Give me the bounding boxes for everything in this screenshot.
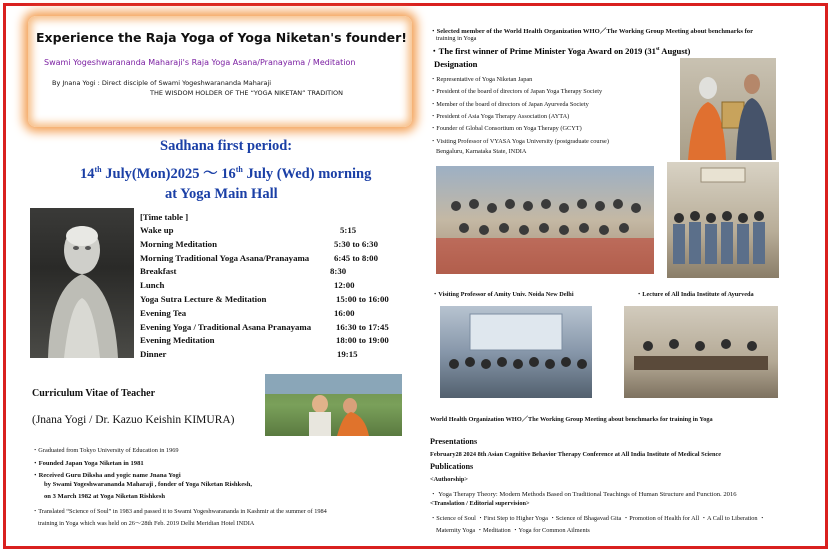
translation-heading: <Translation / Editorial supervision> [430, 500, 530, 507]
timetable-time: 16:00 [334, 307, 355, 318]
sadhana-dates: 14th July(Mon)2025 ～ 16th July (Wed) morning [80, 165, 372, 182]
timetable-activity: Lunch [140, 280, 165, 291]
designation-item: Bengaluru, Karnataka State, INDIA [436, 147, 527, 155]
timetable-time: 18:00 to 19:00 [336, 335, 389, 346]
timetable-activity: Wake up [140, 225, 174, 235]
ayurveda-group-photo [667, 162, 779, 278]
sadhana-venue: at Yoga Main Hall [165, 186, 278, 202]
timetable-activity: Evening Meditation [140, 335, 215, 346]
swami-portrait-photo [30, 208, 134, 358]
cv-item: training in Yoga which was held on 26～28th Feb. 2019 Delhi Meridian Hotel INDIA [38, 520, 255, 527]
award-line: ・The first winner of Prime Minister Yoga Award on 2019 (31st August) [430, 46, 691, 56]
caption-amity: ・Visiting Professor of Amity Univ. Noida New Delhi [432, 291, 574, 298]
cv-item: ・Founded Japan Yoga Niketan in 1981 [32, 460, 144, 467]
translation-items: ・Science of Soul ・First Step to Higher Yoga ・Science of Bhagavad Gita ・Promotion of Health for All ・A Call to Liberation ・ [430, 515, 766, 522]
designation-item: ・Founder of Global Consortium on Yoga Therapy (GCYT) [430, 125, 582, 133]
cv-name: (Jnana Yogi / Dr. Kazuo Keishin KIMURA) [32, 414, 235, 426]
timetable-time: 12:00 [334, 280, 355, 291]
designation-item: ・Representative of Yoga Niketan Japan [430, 76, 533, 83]
timetable-time: 6:45 to 8:00 [334, 252, 378, 263]
cv-title: Curriculum Vitae of Teacher [32, 388, 156, 399]
cv-item: by Swami Yogeshwarananda Maharaji , fonder of Yoga Niketan Rishkesh, [44, 481, 253, 488]
timetable-activity: Dinner [140, 349, 167, 360]
timetable-header: [Time table ] [140, 212, 189, 222]
designation-item: ・President of Asia Yoga Therapy Association (AYTA) [430, 112, 570, 120]
timetable-time: 5:30 to 6:30 [334, 238, 378, 249]
presentation-item: February28 2024 8th Asian Cognitive Behavior Therapy Conference at All India Institute of Medical Science [430, 451, 722, 458]
cv-item: on 3 March 1982 at Yoga Niketan Rishkesh [44, 493, 166, 500]
timetable-time: 5:15 [340, 225, 357, 235]
who-meeting-photo-1 [440, 306, 592, 398]
banner-subtitle: Swami Yogeshwarananda Maharaji's Raja Yoga Asana/Pranayama / Meditation [44, 58, 356, 67]
authorship-item: ・ Yoga Therapy Theory: Modern Methods Based on Traditional Teachings of Human Structure and Function. 2016 [430, 491, 737, 498]
cv-item: ・Received Guru Diksha and yogic name Jnana Yogi [32, 472, 181, 479]
publications-title: Publications [430, 462, 474, 471]
translation-items-2: Maternity Yoga ・Meditation ・Yoga for Common Ailments [436, 527, 590, 534]
timetable-activity: Evening Yoga / Traditional Asana Pranayama [140, 321, 312, 332]
timetable-activity: Morning Meditation [140, 238, 217, 249]
banner-byline-2: THE WISDOM HOLDER OF THE “YOGA NIKETAN” TRADITION [150, 89, 344, 97]
who-member-line: ・Selected member of the World Health Organization WHO／The Working Group Meeting about benchmarks for [430, 28, 754, 35]
designation-item: ・Member of the board of directors of Japan Ayurveda Society [430, 100, 589, 108]
caption-who-meeting: World Health Organization WHO／The Working Group Meeting about benchmarks for training in Yoga [430, 416, 713, 423]
cv-item: ・Graduated from Tokyo University of Education in 1969 [32, 447, 179, 454]
timetable-time: 16:30 to 17:45 [336, 321, 389, 332]
amity-group-photo [436, 166, 654, 274]
timetable-activity: Yoga Sutra Lecture & Meditation [140, 294, 267, 304]
sadhana-heading: Sadhana first period: [160, 138, 293, 154]
designation-item: ・President of the board of directors of Japan Yoga Therapy Society [430, 88, 603, 96]
award-ceremony-photo [680, 58, 776, 160]
banner-byline: By Jnana Yogi : Direct disciple of Swami Yogeshwarananda Maharaji [52, 79, 272, 87]
teacher-with-guru-photo [265, 374, 402, 436]
designation-item: ・Visiting Professor of VYASA Yoga University (postgraduate course) [430, 137, 609, 145]
timetable-time: 8:30 [330, 266, 347, 277]
designation-title: Designation [434, 59, 478, 69]
timetable-activity: Breakfast [140, 266, 177, 277]
authorship-heading: <Authorship> [430, 476, 468, 483]
caption-ayurveda: ・Lecture of All India Institute of Ayurveda [636, 291, 754, 298]
banner-title: Experience the Raja Yoga of Yoga Niketan's founder! [36, 30, 408, 45]
who-meeting-photo-2 [624, 306, 778, 398]
timetable-time: 15:00 to 16:00 [336, 294, 389, 304]
timetable-activity: Morning Traditional Yoga Asana/Pranayama [140, 252, 310, 263]
timetable-activity: Evening Tea [140, 307, 187, 318]
timetable-time: 19:15 [337, 349, 358, 360]
cv-item: ・Translated “Science of Soul” in 1983 and passed it to Swami Yogeshwarananda in Kashmir at the summer of 1984 [32, 508, 327, 515]
presentations-title: Presentations [430, 437, 478, 446]
who-member-line-2: training in Yoga [436, 35, 477, 42]
